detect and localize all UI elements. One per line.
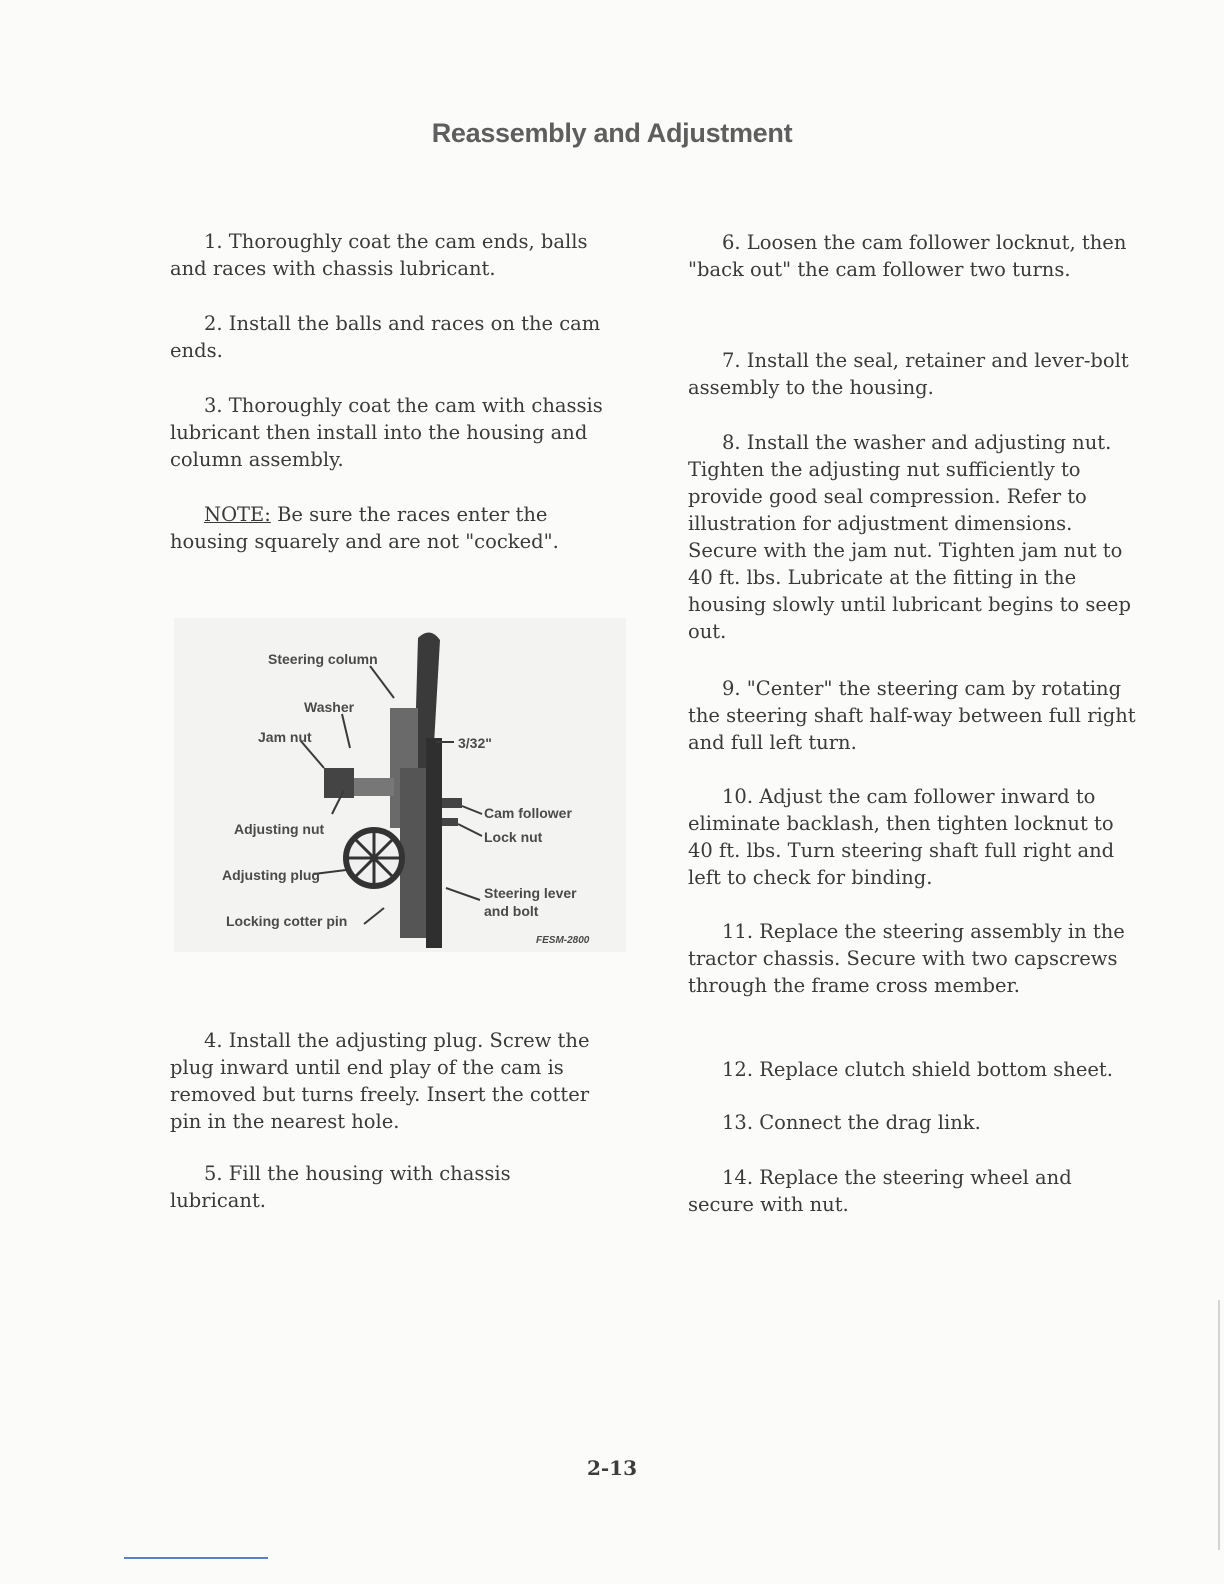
step-7-text: 7. Install the seal, retainer and lever-bolt assembly to the housing.: [688, 349, 1129, 399]
cam-follower-shape: [442, 798, 462, 808]
label-adjusting-plug: Adjusting plug: [222, 867, 320, 883]
jam-nut-shape: [324, 768, 354, 798]
label-adjusting-nut: Adjusting nut: [234, 821, 325, 837]
label-figure-code: FESM-2800: [536, 935, 590, 946]
step-6-text: 6. Loosen the cam follower locknut, then "back out" the cam follower two turns.: [688, 231, 1127, 281]
label-cam-follower: Cam follower: [484, 805, 572, 821]
steering-lever-shape: [426, 738, 442, 948]
label-steering-column: Steering column: [268, 651, 378, 667]
label-jam-nut: Jam nut: [258, 729, 312, 745]
step-8-text: 8. Install the washer and adjusting nut. Tighten the adjusting nut sufficiently to provide good seal compression. Refer to illustration for adjustment dimensions. Secure with the jam nut. Tighten jam nut to 40 ft. lbs. Lubricate at the fitting in the housing slowly until lubricant begins to seep out.: [688, 431, 1131, 643]
step-14-text: 14. Replace the steering wheel and secure with nut.: [688, 1166, 1072, 1216]
scan-edge-line: [1218, 1300, 1220, 1550]
note-label: NOTE:: [204, 503, 271, 526]
page-title: Reassembly and Adjustment: [431, 118, 793, 148]
label-locking-cotter-pin: Locking cotter pin: [226, 913, 348, 929]
step-13-text: 13. Connect the drag link.: [722, 1111, 981, 1134]
lock-nut-shape: [442, 818, 458, 826]
note-text: Be sure the races enter the housing squarely and are not "cocked".: [170, 503, 559, 553]
step-2-text: 2. Install the balls and races on the cam ends.: [170, 312, 601, 362]
label-dimension: 3/32": [458, 735, 492, 751]
page-number: 2-13: [586, 1456, 638, 1480]
step-11-text: 11. Replace the steering assembly in the tractor chassis. Secure with two capscrews through the frame cross member.: [688, 920, 1125, 997]
label-lock-nut: Lock nut: [484, 829, 543, 845]
adjusting-nut-shape: [354, 778, 394, 796]
step-3-text: 3. Thoroughly coat the cam with chassis lubricant then install into the housing and column assembly.: [170, 394, 603, 471]
step-5-text: 5. Fill the housing with chassis lubricant.: [170, 1162, 511, 1212]
steering-adjustment-figure: [174, 618, 626, 952]
steering-diagram: [174, 618, 626, 952]
note-paragraph: [170, 501, 610, 555]
label-and-bolt: and bolt: [484, 903, 539, 919]
label-washer: Washer: [304, 699, 355, 715]
step-9-text: 9. "Center" the steering cam by rotating the steering shaft half-way between full right and full left turn.: [688, 677, 1136, 754]
step-10-text: 10. Adjust the cam follower inward to eliminate backlash, then tighten locknut to 40 ft. lbs. Turn steering shaft full right and left to check for binding.: [688, 785, 1115, 889]
step-4-text: 4. Install the adjusting plug. Screw the plug inward until end play of the cam is removed but turns freely. Insert the cotter pin in the nearest hole.: [170, 1029, 590, 1133]
step-12-text: 12. Replace clutch shield bottom sheet.: [722, 1058, 1113, 1081]
step-1-text: 1. Thoroughly coat the cam ends, balls and races with chassis lubricant.: [170, 230, 588, 280]
footer-rule: [124, 1557, 268, 1559]
label-steering-lever: Steering lever: [484, 885, 577, 901]
